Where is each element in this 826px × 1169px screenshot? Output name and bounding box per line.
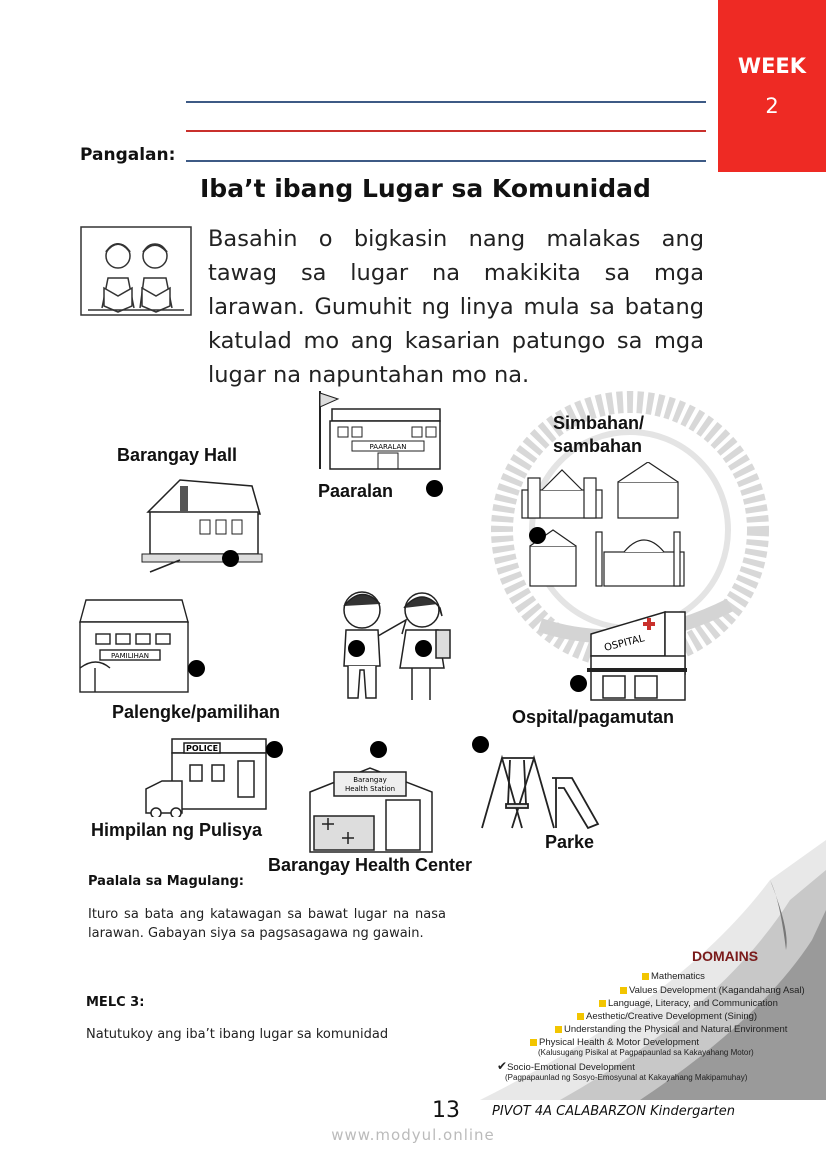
police-sign: POLICE (185, 744, 219, 753)
domain-item-0: Mathematics (642, 971, 705, 982)
label-parke: Parke (545, 832, 595, 852)
week-tab (718, 0, 826, 172)
connect-dot-simbahan[interactable] (529, 527, 546, 544)
label-palengke: Palengke/pamilihan (112, 702, 281, 722)
playground-icon (478, 748, 602, 832)
barangay-hall-icon (140, 472, 265, 577)
footer-text: PIVOT 4A CALABARZON Kindergarten (492, 1104, 735, 1119)
domains-title: DOMAINS (692, 948, 759, 964)
watermark: www.modyul.online (331, 1126, 495, 1144)
week-number: 2 (765, 94, 779, 118)
name-line-mid (186, 130, 706, 132)
checkmark-icon: ✔ (497, 1059, 508, 1073)
churches-icon (518, 462, 688, 592)
note-text: Ituro sa bata ang katawagan sa bawat lugar na nasa larawan. Gabayan siya sa pagsasagawa ng gawain. (88, 907, 446, 941)
name-line-bottom[interactable] (186, 160, 706, 162)
health-center-icon (306, 764, 436, 854)
label-paaralan: Paaralan (318, 481, 394, 501)
connect-dot-paaralan[interactable] (426, 480, 443, 497)
connect-dot-girl[interactable] (415, 640, 432, 657)
domain-item-6: ✔Socio-Emotional Development (Pagpapaunlad ng Sosyo-Emosyunal at Kakayahang Makipamuhay) (497, 1059, 748, 1082)
connect-dot-barangay-hall[interactable] (222, 550, 239, 567)
domain-item-2: Language, Literacy, and Communication (599, 998, 778, 1009)
page-title: Iba’t ibang Lugar sa Komunidad (200, 174, 651, 203)
domain-bullet-icon (620, 987, 627, 994)
domain-bullet-icon (555, 1026, 562, 1033)
school-icon (312, 387, 442, 472)
domain-bullet-icon (642, 973, 649, 980)
domain-item-1: Values Development (Kagandahang Asal) (620, 985, 805, 996)
label-simbahan-1: Simbahan/ (553, 413, 645, 433)
connect-dot-palengke[interactable] (188, 660, 205, 677)
connect-dot-pulisya[interactable] (266, 741, 283, 758)
name-label: Pangalan: (80, 145, 176, 165)
boy-girl-icon (326, 586, 456, 708)
connect-dot-boy[interactable] (348, 640, 365, 657)
domain-bullet-icon (530, 1039, 537, 1046)
domain-bullet-icon (577, 1013, 584, 1020)
market-sign: PAMILIHAN (111, 652, 149, 660)
label-simbahan-2: sambahan (553, 436, 643, 456)
label-health-center: Barangay Health Center (268, 855, 473, 875)
health-sign-1: Barangay (353, 776, 387, 784)
hospital-sign: OSPITAL (603, 633, 646, 654)
melc-heading: MELC 3: (86, 995, 145, 1010)
connect-dot-ospital[interactable] (570, 675, 587, 692)
label-ospital: Ospital/pagamutan (512, 707, 675, 727)
label-barangay-hall: Barangay Hall (117, 445, 238, 465)
domain-item-4: Understanding the Physical and Natural Environment (555, 1024, 787, 1035)
connect-dot-health-center[interactable] (370, 741, 387, 758)
connect-dot-parke[interactable] (472, 736, 489, 753)
kids-reading-icon (80, 226, 192, 316)
market-icon (76, 598, 192, 696)
name-line-top (186, 101, 706, 103)
page-number: 13 (432, 1098, 460, 1123)
school-sign: PAARALAN (369, 443, 407, 451)
week-label: WEEK (737, 54, 807, 78)
instructions: Basahin o bigkasin nang malakas ang tawag sa lugar na makikita sa mga larawan. Gumuhit ng linya mula sa batang katulad mo ang kasarian patungo sa mga lugar na napuntahan mo na. (208, 226, 704, 388)
domain-item-3: Aesthetic/Creative Development (Sining) (577, 1011, 757, 1022)
health-sign-2: Health Station (344, 785, 396, 793)
note-heading: Paalala sa Magulang: (88, 874, 244, 889)
domain-bullet-icon (599, 1000, 606, 1007)
hospital-icon (585, 610, 697, 704)
melc-text: Natutukoy ang iba’t ibang lugar sa komunidad (86, 1027, 389, 1042)
police-station-icon (142, 735, 268, 817)
label-pulisya: Himpilan ng Pulisya (91, 820, 263, 840)
domain-item-5: Physical Health & Motor Development (Kalusugang Pisikal at Pagpapaunlad sa Kakayahang Motor) (530, 1037, 754, 1057)
